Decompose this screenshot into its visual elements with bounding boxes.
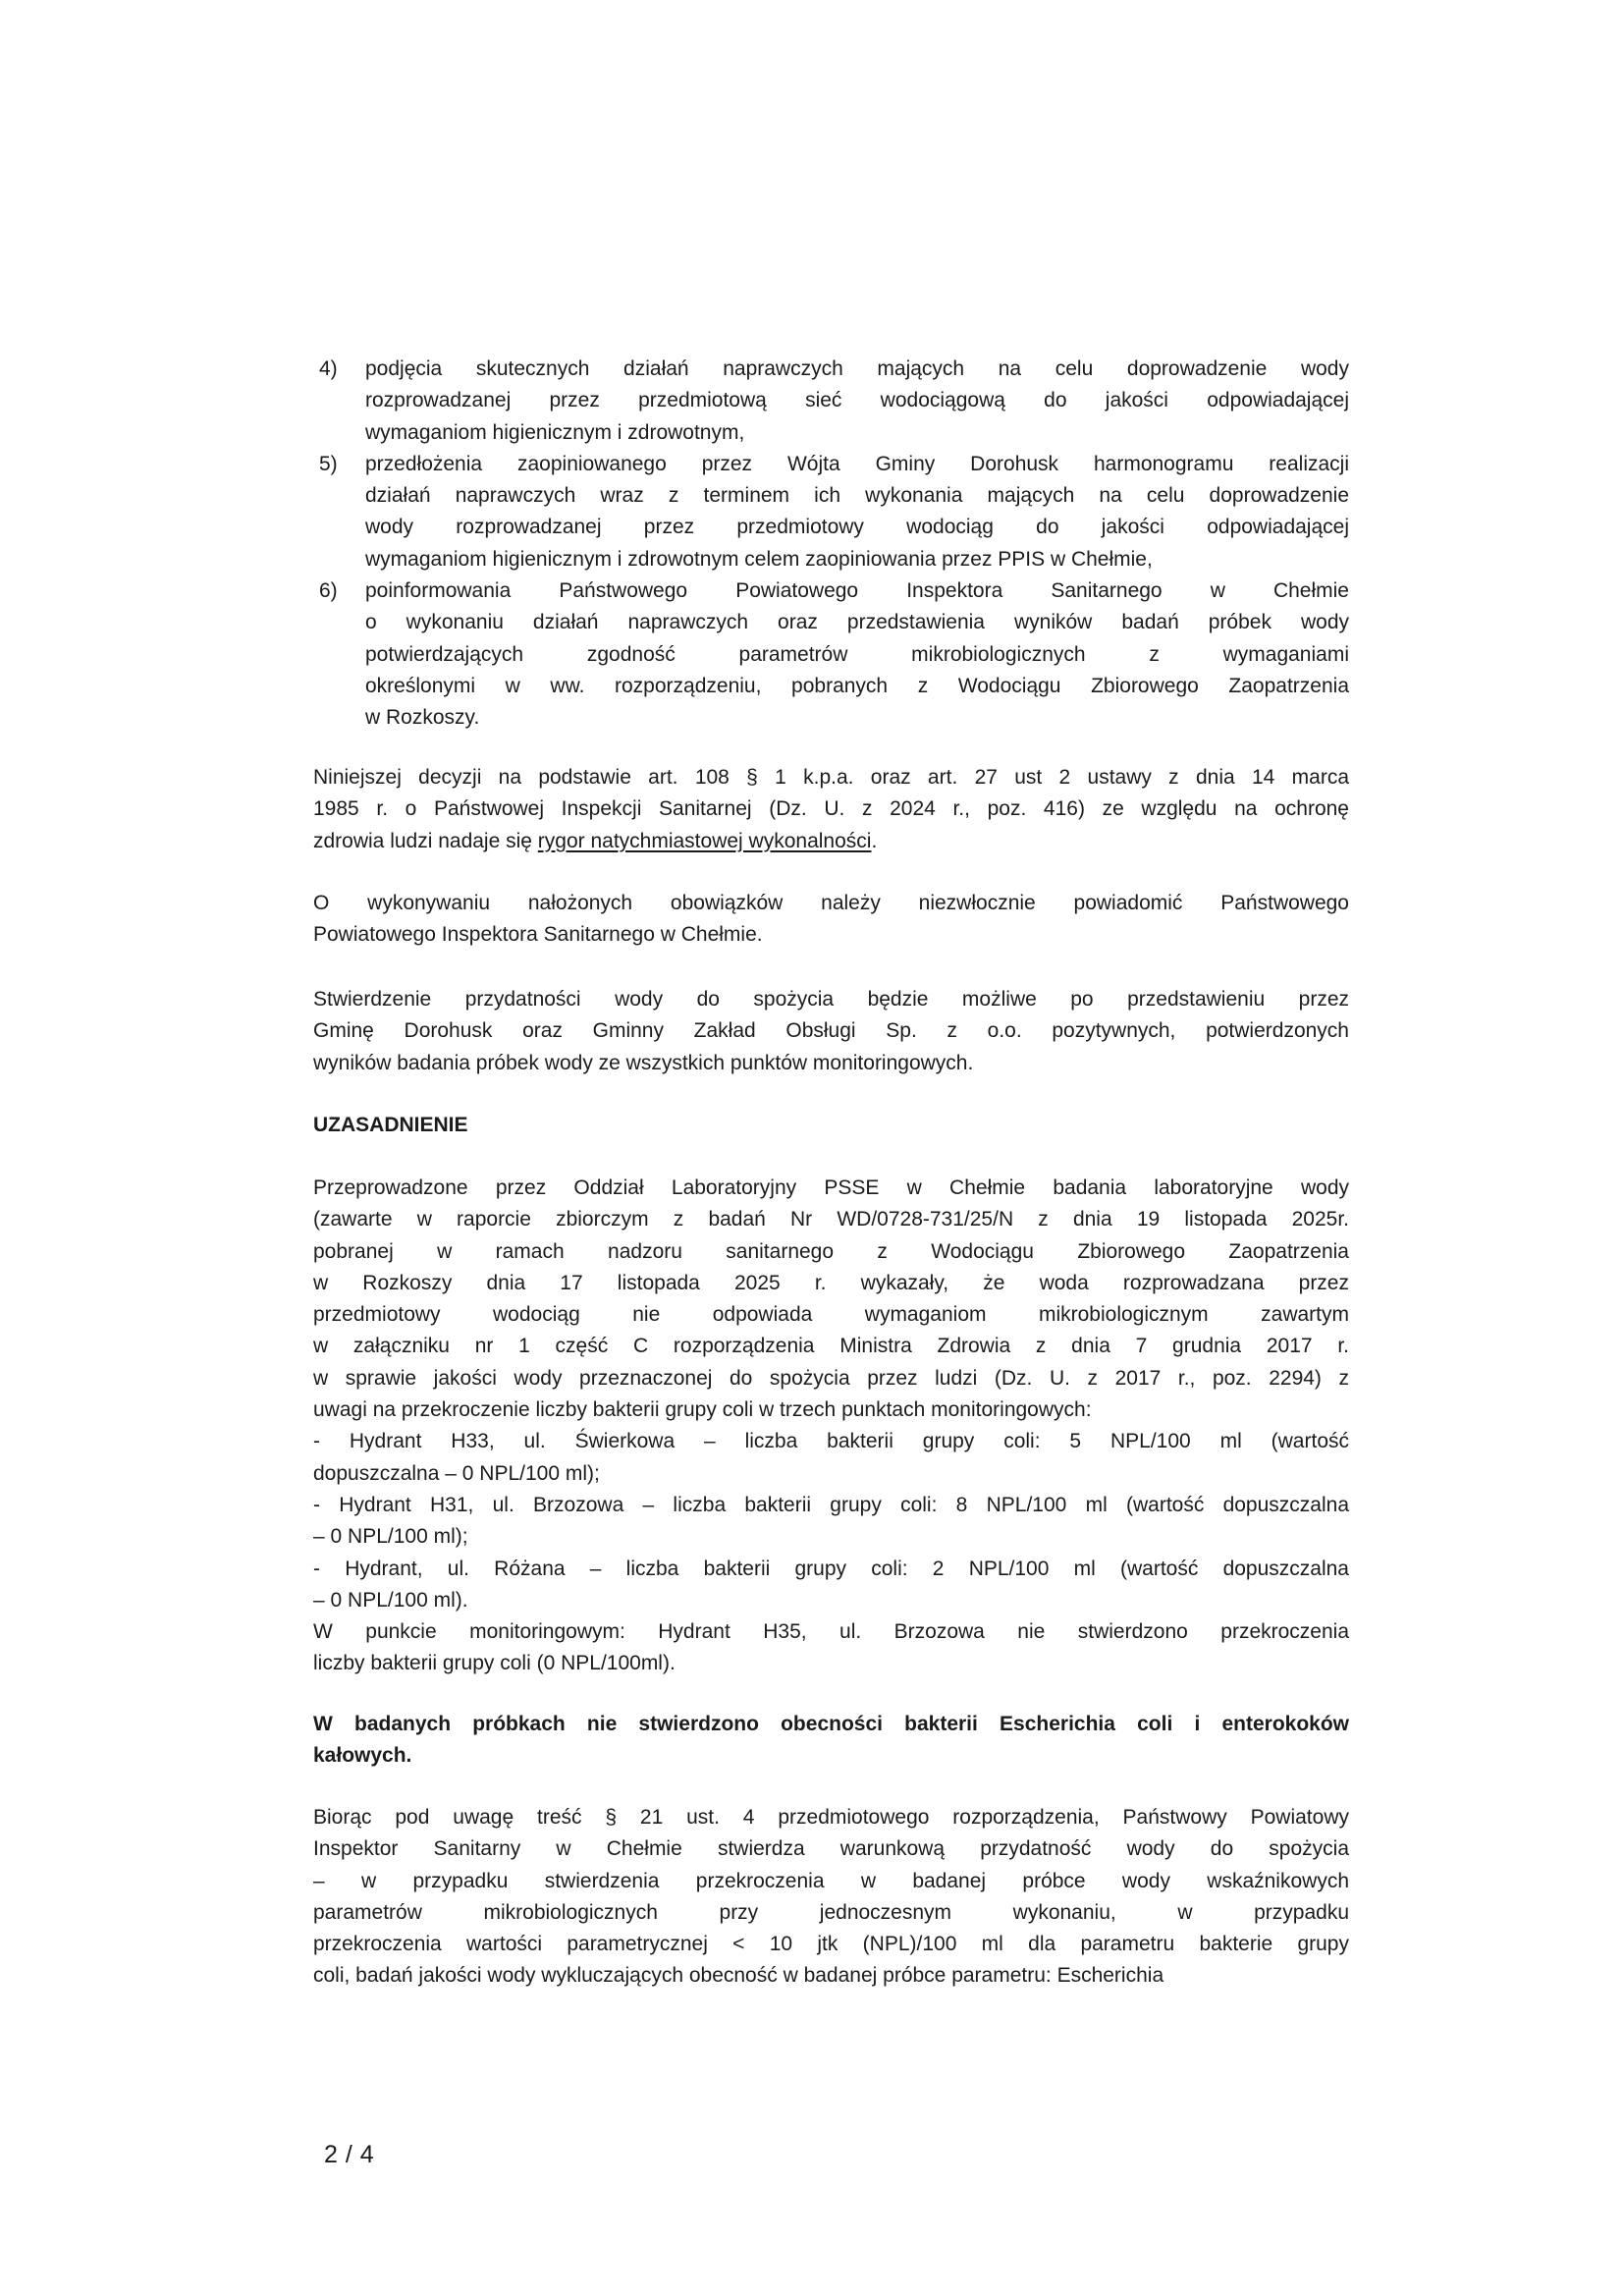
- item-text: [365, 354, 1349, 449]
- text-line: wyników badania próbek wody ze wszystkich punktów monitoringowych.: [313, 1051, 974, 1074]
- text-line: - Hydrant, ul. Różana – liczba bakterii grupy coli: 2 NPL/100 ml (wartość dopuszczalna: [313, 1557, 1349, 1580]
- text-line: – w przypadku stwierdzenia przekroczenia w badanej próbce wody wskaźnikowych: [313, 1869, 1349, 1892]
- text-line: w sprawie jakości wody przeznaczonej do spożycia przez ludzi (Dz. U. z 2017 r., poz. 2294) z: [313, 1366, 1349, 1390]
- text-line: o wykonaniu działań naprawczych oraz przedstawienia wyników badań próbek wody: [365, 611, 1349, 634]
- text-line: 1985 r. o Państwowej Inspekcji Sanitarnej (Dz. U. z 2024 r., poz. 416) ze względu na ochronę: [313, 797, 1349, 821]
- text-line: uwagi na przekroczenie liczby bakterii grupy coli w trzech punktach monitoringowych:: [313, 1398, 1092, 1422]
- text-line: wymaganiom higienicznym i zdrowotnym celem zaopiniowania przez PPIS w Chełmie,: [365, 547, 1153, 571]
- text-line: Powiatowego Inspektora Sanitarnego w Chełmie.: [313, 923, 763, 947]
- text-line: działań naprawczych wraz z terminem ich wykonania mających na celu doprowadzenie: [365, 484, 1349, 508]
- text-line: W punkcie monitoringowym: Hydrant H35, ul. Brzozowa nie stwierdzono przekroczenia: [313, 1620, 1349, 1644]
- text-line: – 0 NPL/100 ml);: [313, 1525, 468, 1549]
- text-line: pobranej w ramach nadzoru sanitarnego z Wodociągu Zbiorowego Zaopatrzenia: [313, 1239, 1349, 1263]
- text-line: rozprowadzanej przez przedmiotową sieć wodociągową do jakości odpowiadającej: [365, 389, 1349, 412]
- text-line: potwierdzających zgodność parametrów mikrobiologicznych z wymaganiami: [365, 642, 1349, 666]
- text-line: Inspektor Sanitarny w Chełmie stwierdza warunkową przydatność wody do spożycia: [313, 1837, 1349, 1861]
- text-line: Niniejszej decyzji na podstawie art. 108 § 1 k.p.a. oraz art. 27 ust 2 ustawy z dnia 14 marca: [313, 766, 1349, 789]
- compliant-point: [313, 1616, 1349, 1680]
- text-segment: .: [871, 829, 878, 852]
- paragraph-bold-note: [313, 1709, 1349, 1773]
- paragraph-fitness-statement: [313, 984, 1349, 1079]
- text-line: Gminę Dorohusk oraz Gminny Zakład Obsługi Sp. z o.o. pozytywnych, potwierdzonych: [313, 1019, 1349, 1043]
- text-line: parametrów mikrobiologicznych przy jednoczesnym wykonaniu, w przypadku: [313, 1900, 1349, 1924]
- text-line: Przeprowadzone przez Oddział Laboratoryjny PSSE w Chełmie badania laboratoryjne wody: [313, 1176, 1349, 1199]
- text-line: Biorąc pod uwagę treść § 21 ust. 4 przedmiotowego rozporządzenia, Państwowy Powiatowy: [313, 1806, 1349, 1829]
- exceedance-item: [313, 1426, 1349, 1490]
- item-number: 6): [319, 579, 338, 603]
- text-line: przekroczenia wartości parametrycznej < 10 jtk (NPL)/100 ml dla parametru bakterie grupy: [313, 1933, 1349, 1956]
- findings-intro: [313, 1173, 1349, 1426]
- text-line: w Rozkoszy.: [365, 706, 480, 730]
- text-line: Stwierdzenie przydatności wody do spożycia będzie możliwe po przedstawieniu przez: [313, 988, 1349, 1011]
- item-number: 4): [319, 357, 338, 380]
- text-line: coli, badań jakości wody wykluczających obecność w badanej próbce parametru: Escherichia: [313, 1964, 1164, 1988]
- text-line: liczby bakterii grupy coli (0 NPL/100ml).: [313, 1652, 676, 1675]
- text-line: przedłożenia zaopiniowanego przez Wójta Gminy Dorohusk harmonogramu realizacji: [365, 452, 1349, 475]
- text-line: w Rozkoszy dnia 17 listopada 2025 r. wykazały, że woda rozprowadzana przez: [313, 1271, 1349, 1294]
- section-heading-justification: UZASADNIENIE: [313, 1114, 468, 1136]
- item-number: 5): [319, 452, 338, 475]
- paragraph-immediate-enforceability: [313, 762, 1349, 857]
- decision-item: [319, 449, 1349, 575]
- text-line: określonymi w ww. rozporządzeniu, pobranych z Wodociągu Zbiorowego Zaopatrzenia: [365, 674, 1349, 697]
- paragraph-findings: [313, 1173, 1349, 1680]
- item-text: [365, 449, 1349, 575]
- text-line: poinformowania Państwowego Powiatowego Inspektora Sanitarnego w Chełmie: [365, 579, 1349, 603]
- text-line: O wykonywaniu nałożonych obowiązków należy niezwłocznie powiadomić Państwowego: [313, 892, 1349, 914]
- text-line: dopuszczalna – 0 NPL/100 ml);: [313, 1461, 600, 1485]
- item-text: [365, 575, 1349, 734]
- paragraph-conclusion: [313, 1802, 1349, 1993]
- text-line: - Hydrant H33, ul. Świerkowa – liczba bakterii grupy coli: 5 NPL/100 ml (wartość: [313, 1430, 1349, 1453]
- page-number: 2 / 4: [324, 2141, 375, 2168]
- paragraph-notification-obligation: [313, 888, 1349, 952]
- text-line: – 0 NPL/100 ml).: [313, 1588, 468, 1612]
- text-line: wymaganiom higienicznym i zdrowotnym,: [365, 420, 745, 444]
- text-line: wody rozprowadzanej przez przedmiotowy wodociąg do jakości odpowiadającej: [365, 516, 1349, 539]
- decision-item: [319, 575, 1349, 734]
- text-line: W badanych próbkach nie stwierdzono obecności bakterii Escherichia coli i enterokoków: [313, 1713, 1349, 1735]
- decision-item: [319, 354, 1349, 449]
- text-line: przedmiotowy wodociąg nie odpowiada wymaganiom mikrobiologicznym zawartym: [313, 1303, 1349, 1327]
- underlined-text: rygor natychmiastowej wykonalności: [537, 829, 872, 852]
- text-line: kałowych.: [313, 1744, 412, 1768]
- text-line: w załączniku nr 1 część C rozporządzenia Ministra Zdrowia z dnia 7 grudnia 2017 r.: [313, 1335, 1349, 1358]
- text-line: podjęcia skutecznych działań naprawczych mających na celu doprowadzenie wody: [365, 357, 1349, 380]
- text-line: - Hydrant H31, ul. Brzozowa – liczba bakterii grupy coli: 8 NPL/100 ml (wartość dopuszczalna: [313, 1493, 1349, 1516]
- decision-items-list: [319, 354, 1349, 735]
- text-segment: zdrowia ludzi nadaje się: [313, 829, 538, 852]
- text-line: (zawarte w raporcie zbiorczym z badań Nr WD/0728-731/25/N z dnia 19 listopada 2025r.: [313, 1208, 1349, 1231]
- text-line: [313, 826, 1349, 857]
- exceedance-item: [313, 1554, 1349, 1617]
- exceedance-item: [313, 1490, 1349, 1554]
